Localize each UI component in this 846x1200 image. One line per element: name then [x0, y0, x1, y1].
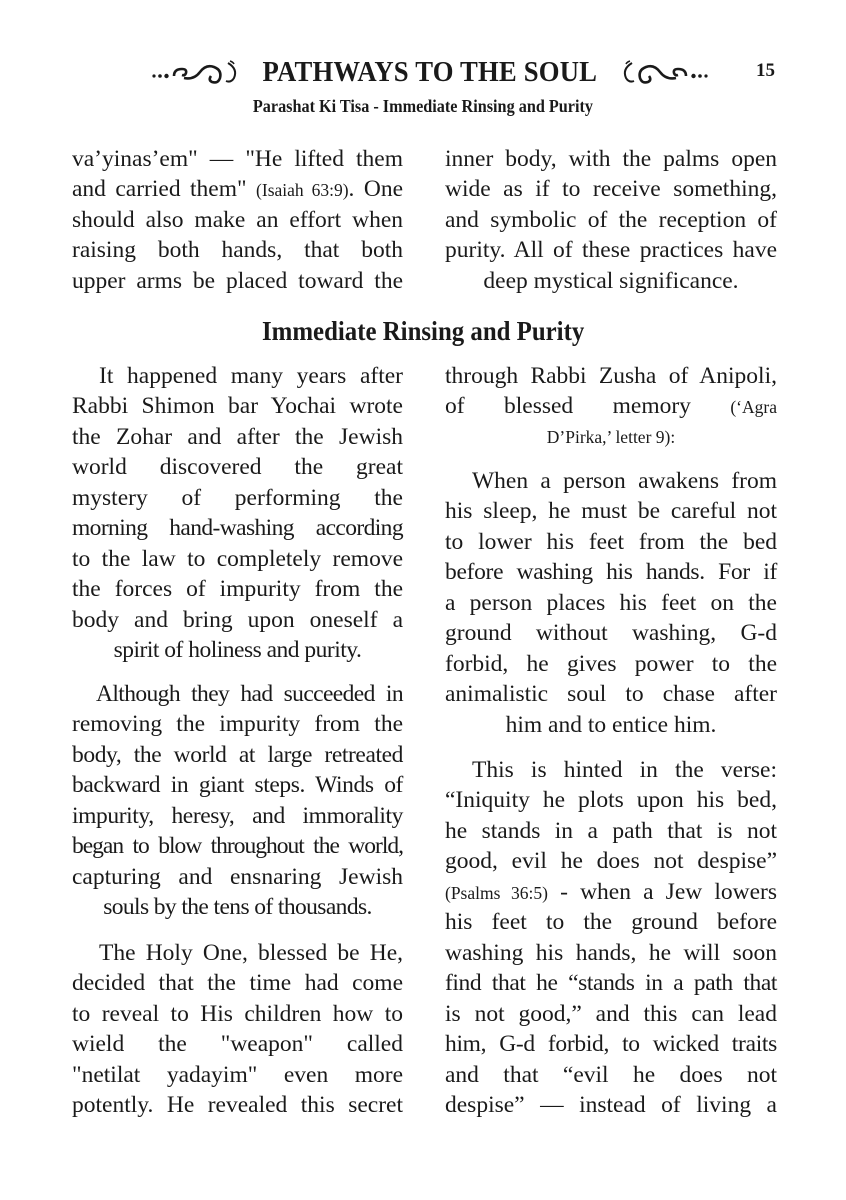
text-line: animalistic soul to chase after: [445, 681, 777, 707]
text-line: forbid, he gives power to the: [445, 651, 777, 677]
text-line: mystery of performing the: [72, 485, 403, 511]
text-span: and carried them": [72, 176, 257, 202]
scroll-ornament-right-icon: [618, 59, 710, 85]
text-line: body and bring upon oneself a: [72, 607, 403, 633]
text-line: impurity, heresy, and immorality: [72, 803, 403, 829]
citation: (‘Agra: [730, 397, 777, 417]
text-line: ground without washing, G-d: [445, 620, 777, 646]
text-line: his sleep, he must be careful not: [445, 498, 777, 524]
section-heading-text: Immediate Rinsing and Purity: [261, 316, 585, 346]
text-line: to the law to completely remove: [72, 546, 403, 572]
citation: (Isaiah 63:9): [256, 180, 349, 200]
text-line: good, evil he does not despise”: [445, 848, 777, 874]
text-line: washing his hands, he will soon: [445, 940, 777, 966]
text-line: find that he “stands in a path that: [445, 970, 777, 996]
running-subtitle: [0, 96, 846, 117]
text-span: of blessed memory: [445, 393, 731, 419]
text-line: This is hinted in the verse:: [472, 757, 777, 783]
text-line: to lower his feet from the bed: [445, 529, 777, 555]
text-line: The Holy One, blessed be He,: [99, 940, 403, 966]
text-line: the forces of impurity from the: [72, 576, 403, 602]
text-span: - when a Jew lowers: [548, 879, 777, 905]
citation: (Psalms 36:5): [445, 883, 548, 903]
text-line: purity. All of these practices have: [445, 237, 777, 263]
title-row: [130, 52, 730, 92]
text-line: him, G-d forbid, to wicked traits: [445, 1031, 777, 1057]
text-line: wield the "weapon" called: [72, 1031, 403, 1057]
text-line: upper arms be placed toward the: [72, 268, 403, 294]
text-span: . One: [348, 176, 404, 202]
text-line: to reveal to His children how to: [72, 1001, 403, 1027]
text-line: inner body, with the palms open: [445, 146, 777, 172]
text-line: despise” — instead of living a: [445, 1092, 777, 1118]
text-line: a person places his feet on the: [445, 590, 777, 616]
text-line: deep mystical significance.: [483, 268, 739, 294]
text-line: world discovered the great: [72, 454, 403, 480]
section-heading: [0, 316, 846, 347]
text-line: Although they had succeeded in: [96, 681, 403, 707]
text-line: decided that the time had come: [72, 970, 403, 996]
text-line: and that “evil he does not: [445, 1062, 777, 1088]
text-line: capturing and ensnaring Jewish: [72, 864, 403, 890]
text-line: “Iniquity he plots upon his bed,: [445, 787, 777, 813]
scroll-ornament-left-icon: [150, 59, 242, 85]
text-line: When a person awakens from: [472, 468, 777, 494]
text-line: he stands in a path that is not: [445, 818, 777, 844]
text-line: before washing his hands. For if: [445, 559, 777, 585]
subtitle-text: Parashat Ki Tisa - Immediate Rinsing and Purity: [252, 96, 594, 116]
text-line: raising both hands, that both: [72, 237, 403, 263]
citation-line: D’Pirka,’ letter 9):: [546, 427, 676, 447]
text-line: souls by the tens of thousands.: [103, 894, 372, 920]
text-line: removing the impurity from the: [72, 711, 403, 737]
text-line: potently. He revealed this secret: [72, 1092, 403, 1118]
text-line: and symbolic of the reception of: [445, 207, 777, 233]
text-line: [72, 174, 403, 204]
text-line: backward in giant steps. Winds of: [72, 772, 403, 798]
text-line: should also make an effort when: [72, 207, 403, 233]
text-line: began to blow throughout the world,: [72, 833, 403, 859]
text-line: through Rabbi Zusha of Anipoli,: [445, 363, 777, 389]
text-line: "netilat yadayim" even more: [72, 1062, 403, 1088]
text-line: morning hand-washing according: [72, 515, 403, 541]
text-line: is not good,” and this can lead: [445, 1001, 777, 1027]
text-line: wide as if to receive something,: [445, 176, 777, 202]
text-line: va’yinas’em" — "He lifted them: [72, 146, 403, 172]
text-line: [445, 391, 777, 421]
text-line: Rabbi Shimon bar Yochai wrote: [72, 393, 403, 419]
page-number: 15: [756, 60, 775, 81]
text-line: spirit of holiness and purity.: [113, 637, 362, 663]
book-title: PATHWAYS TO THE SOUL: [262, 55, 598, 88]
text-line: the Zohar and after the Jewish: [72, 424, 403, 450]
text-line: his feet to the ground before: [445, 909, 777, 935]
text-line: body, the world at large retreated: [72, 742, 403, 768]
text-line: him and to entice him.: [505, 712, 717, 738]
text-line: It happened many years after: [99, 363, 403, 389]
text-line: [445, 877, 777, 907]
running-header: [0, 52, 846, 92]
